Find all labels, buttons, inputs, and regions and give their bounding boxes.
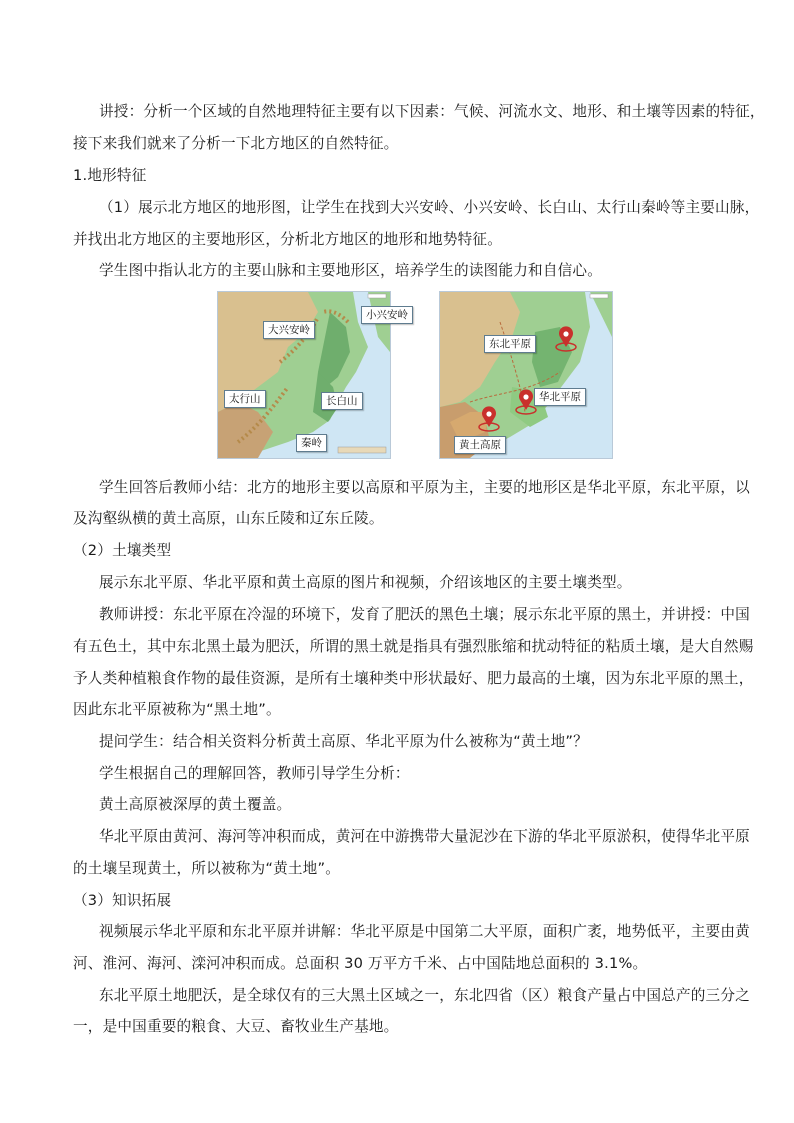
paragraph-blacksoil-line4: 因此东北平原被称为“黑土地”。 bbox=[73, 701, 281, 718]
label-huangtu-plateau: 黄土高原 bbox=[454, 436, 506, 454]
label-xiaoxinganling: 小兴安岭 bbox=[361, 306, 413, 324]
plains-map-graphic bbox=[440, 292, 612, 458]
paragraph-northeast-line2: 一，是中国重要的粮食、大豆、畜牧业生产基地。 bbox=[73, 1018, 399, 1035]
label-dongbei-plain: 东北平原 bbox=[484, 335, 536, 353]
paragraph-terrain-line1: （1）展示北方地区的地形图，让学生在找到大兴安岭、小兴安岭、长白山、太行山秦岭等主要山脉， bbox=[99, 199, 760, 216]
paragraph-terrain-line2: 并找出北方地区的主要地形区，分析北方地区的地形和地势特征。 bbox=[73, 231, 503, 248]
paragraph-intro-line2: 接下来我们就来了分析一下北方地区的自然特征。 bbox=[73, 135, 399, 152]
map-figures bbox=[217, 291, 615, 461]
label-daxinganling: 大兴安岭 bbox=[263, 321, 315, 339]
mountains-map bbox=[217, 291, 408, 459]
paragraph-summary-line2: 及沟壑纵横的黄土高原，山东丘陵和辽东丘陵。 bbox=[73, 510, 384, 527]
paragraph-blacksoil-line3: 予人类种植粮食作物的最佳资源，是所有土壤种类中形状最好、肥力最高的土壤，因为东北平原的黑土， bbox=[73, 670, 754, 687]
paragraph-soil-intro: 展示东北平原、华北平原和黄土高原的图片和视频，介绍该地区的主要土壤类型。 bbox=[99, 574, 632, 591]
label-changbaishan: 长白山 bbox=[321, 392, 363, 410]
plains-map bbox=[439, 291, 613, 459]
paragraph-extension-line2: 河、淮河、海河、滦河冲积而成。总面积 30 万平方千米、占中国陆地总面积的 3.1%。 bbox=[73, 955, 648, 972]
paragraph-northeast-line1: 东北平原土地肥沃，是全球仅有的三大黑土区域之一，东北四省（区）粮食产量占中国总产的三分之 bbox=[99, 987, 750, 1004]
paragraph-huabei-line2: 的土壤呈现黄土，所以被称为“黄土地”。 bbox=[73, 860, 341, 877]
label-taihangshan: 太行山 bbox=[224, 390, 266, 408]
paragraph-extension-line1: 视频展示华北平原和东北平原并讲解：华北平原是中国第二大平原，面积广袤，地势低平，主要由黄 bbox=[99, 923, 750, 940]
paragraph-student-answer: 学生根据自己的理解回答，教师引导学生分析： bbox=[99, 765, 410, 782]
paragraph-blacksoil-line1: 教师讲授：东北平原在冷湿的环境下，发育了肥沃的黑色土壤；展示东北平原的黑土，并讲授：中国 bbox=[99, 606, 750, 623]
paragraph-intro-line1: 讲授：分析一个区域的自然地理特征主要有以下因素：气候、河流水文、地形、和土壤等因素的特征， bbox=[99, 103, 765, 120]
heading-terrain: 1.地形特征 bbox=[73, 167, 147, 184]
paragraph-huabei-line1: 华北平原由黄河、海河等冲积而成，黄河在中游携带大量泥沙在下游的华北平原淤积，使得华北平原 bbox=[99, 828, 750, 845]
heading-extension: （3）知识拓展 bbox=[73, 892, 172, 909]
paragraph-loess: 黄土高原被深厚的黄土覆盖。 bbox=[99, 796, 292, 813]
paragraph-student-map: 学生图中指认北方的主要山脉和主要地形区，培养学生的读图能力和自信心。 bbox=[99, 262, 602, 279]
label-qinling: 秦岭 bbox=[296, 434, 327, 452]
label-huabei-plain: 华北平原 bbox=[534, 388, 586, 406]
paragraph-summary-line1: 学生回答后教师小结：北方的地形主要以高原和平原为主，主要的地形区是华北平原，东北平原，以 bbox=[99, 479, 750, 496]
paragraph-question: 提问学生：结合相关资料分析黄土高原、华北平原为什么被称为“黄土地”？ bbox=[99, 733, 588, 750]
heading-soil: （2）土壤类型 bbox=[73, 542, 172, 559]
paragraph-blacksoil-line2: 有五色土，其中东北黑土最为肥沃，所谓的黑土就是指具有强烈胀缩和扰动特征的粘质土壤，是大自然赐 bbox=[73, 638, 754, 655]
